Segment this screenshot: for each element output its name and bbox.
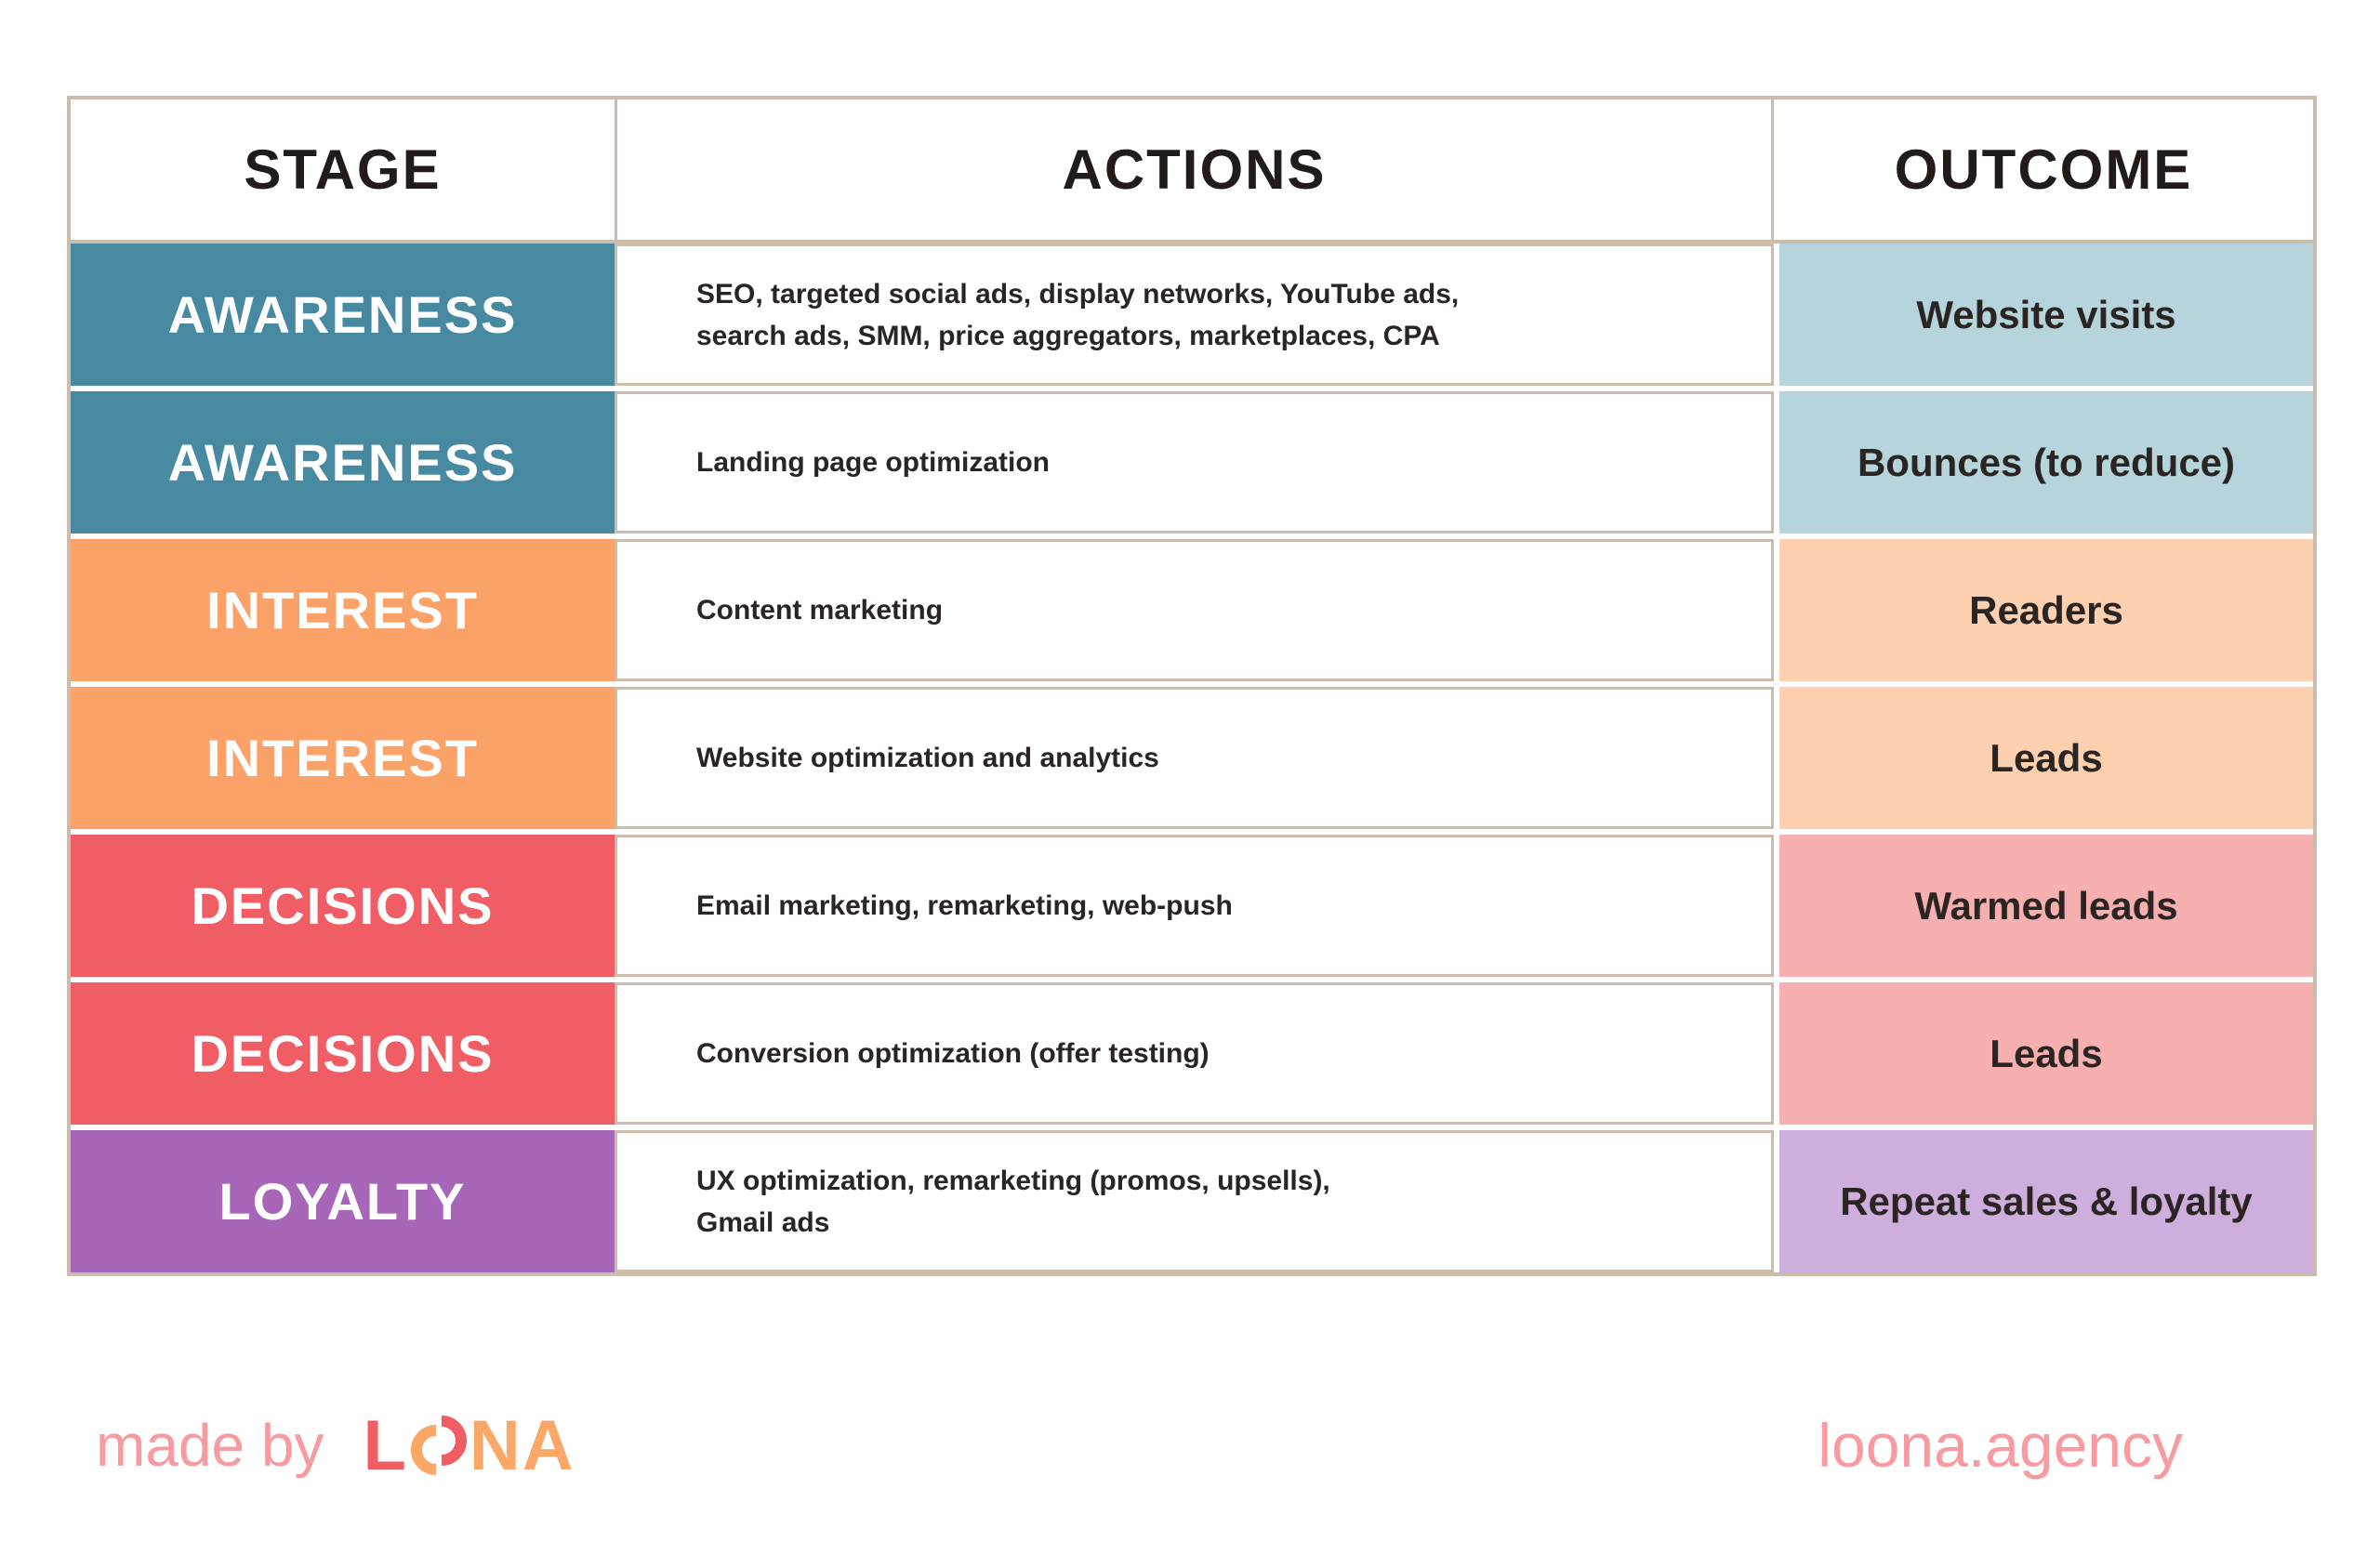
action-text-line1: Landing page optimization	[696, 447, 1050, 478]
funnel-table	[67, 96, 2317, 1276]
logo-letters-na: NA	[469, 1405, 575, 1485]
footer	[0, 1390, 2380, 1501]
table-row	[71, 539, 2313, 681]
action-text-line2: Gmail ads	[696, 1206, 830, 1238]
table-row	[71, 1130, 2313, 1272]
stage-cell: DECISIONS	[71, 982, 615, 1125]
action-cell	[615, 982, 1774, 1125]
outcome-cell: Bounces (to reduce)	[1779, 391, 2313, 533]
stage-cell: INTEREST	[71, 687, 615, 829]
action-text-line1: Conversion optimization (offer testing)	[696, 1038, 1210, 1069]
action-cell	[615, 687, 1774, 829]
logo-letter-l: L	[363, 1405, 408, 1485]
action-text-line1: Website optimization and analytics	[696, 743, 1159, 773]
action-text-line1: UX optimization, remarketing (promos, upsells),	[696, 1165, 1330, 1196]
action-text-line1: SEO, targeted social ads, display networks, YouTube ads,	[696, 278, 1460, 310]
action-cell	[615, 1130, 1774, 1272]
outcome-cell: Repeat sales & loyalty	[1779, 1130, 2313, 1272]
stage-cell: AWARENESS	[71, 391, 615, 533]
table-row	[71, 244, 2313, 386]
stage-cell: DECISIONS	[71, 835, 615, 977]
table-row	[71, 982, 2313, 1125]
stage-cell: INTEREST	[71, 539, 615, 681]
action-cell	[615, 835, 1774, 977]
action-text-line2: search ads, SMM, price aggregators, marketplaces, CPA	[696, 320, 1440, 351]
website-url: loona.agency	[1818, 1411, 2183, 1480]
stage-cell: LOYALTY	[71, 1130, 615, 1272]
loona-logo-o-icon	[410, 1415, 468, 1476]
table-header	[71, 99, 2313, 244]
action-cell	[615, 539, 1774, 681]
header-outcome: OUTCOME	[1894, 138, 2193, 201]
table-row	[71, 687, 2313, 829]
action-cell	[615, 244, 1774, 386]
outcome-cell: Warmed leads	[1779, 835, 2313, 977]
action-text-line1: Content marketing	[696, 595, 944, 626]
action-text-line1: Email marketing, remarketing, web-push	[696, 890, 1233, 921]
stage-cell: AWARENESS	[71, 244, 615, 386]
outcome-cell: Leads	[1779, 687, 2313, 829]
header-actions: ACTIONS	[615, 99, 1774, 240]
outcome-cell: Leads	[1779, 982, 2313, 1125]
action-cell	[615, 391, 1774, 533]
outcome-cell: Website visits	[1779, 244, 2313, 386]
outcome-cell: Readers	[1779, 539, 2313, 681]
header-stage: STAGE	[244, 138, 442, 201]
table-row	[71, 835, 2313, 977]
made-by-text: made by	[96, 1412, 324, 1479]
made-by	[96, 1405, 575, 1486]
table-row	[71, 391, 2313, 533]
table-body	[71, 244, 2313, 1272]
loona-logo	[363, 1405, 575, 1486]
